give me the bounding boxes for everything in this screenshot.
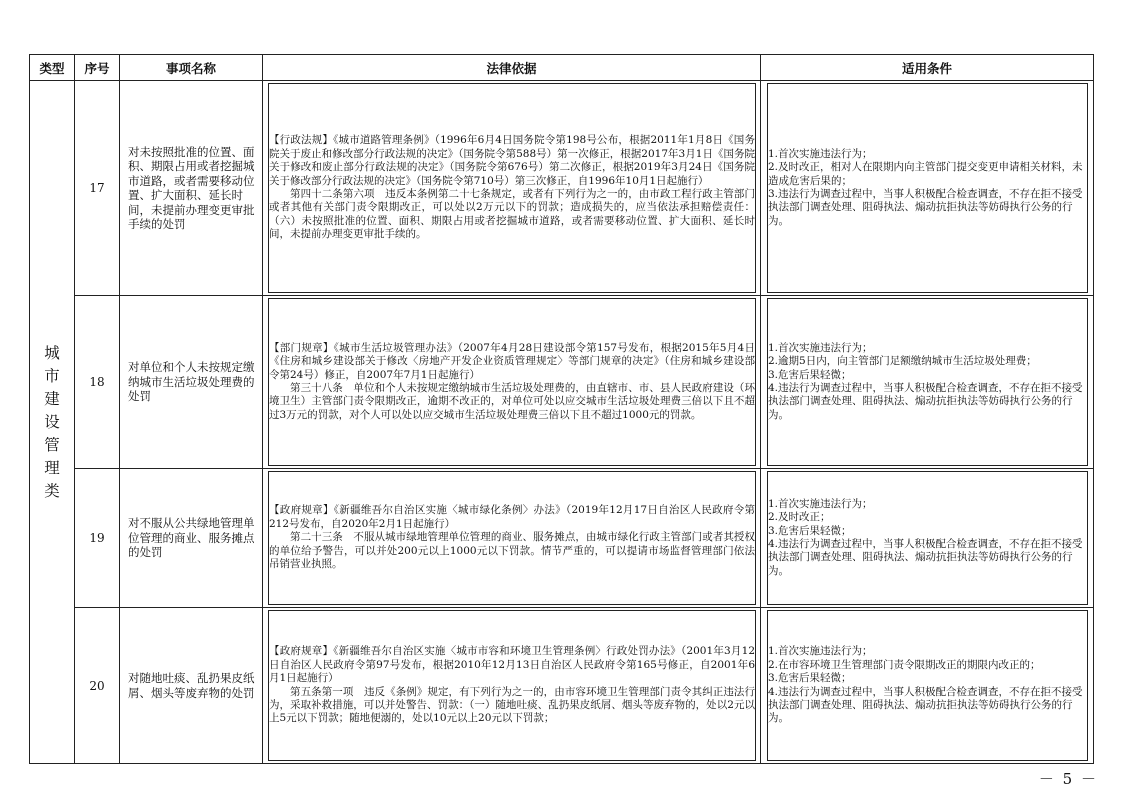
item-name: 对单位和个人未按规定缴纳城市生活垃圾处理费的处罚 — [120, 296, 263, 469]
condition-item: 4.违法行为调查过程中，当事人积极配合检查调查，不存在拒不接受执法部门调查处理、阻碍执法、煽动抗拒执法等妨碍执行公务的行为。 — [768, 538, 1083, 577]
basis-source: 【部门规章】《城市生活垃圾管理办法》（2007年4月28日建设部令第157号发布，根据2015年5月4日《住房和城乡建设部关于修改〈房地产开发企业资质管理规定〉等部门规章的决定》（住房和城乡建设部令第24号）修正，自2007年7月1日起施行） — [269, 341, 755, 381]
header-seq: 序号 — [75, 55, 120, 81]
seq-cell: 19 — [75, 469, 120, 608]
legal-basis-cell — [263, 296, 761, 469]
table-row — [30, 81, 1094, 296]
condition-item: 3.危害后果轻微； — [768, 368, 852, 381]
condition-cell — [761, 608, 1094, 764]
item-name: 对不服从公共绿地管理单位管理的商业、服务摊点的处罚 — [120, 469, 263, 608]
seq-cell: 18 — [75, 296, 120, 469]
basis-article: 第三十八条 单位和个人未按规定缴纳城市生活垃圾处理费的，由直辖市、市、县人民政府建设（环境卫生）主管部门责令限期改正，逾期不改正的，对单位可处以应交城市生活垃圾处理费三倍以下且不超过3万元的罚款，对个人可以处以应交城市生活垃圾处理费三倍以下且不超过1000元的罚款。 — [269, 382, 755, 421]
condition-item: 1.首次实施违法行为； — [768, 147, 873, 160]
legal-basis-cell — [263, 608, 761, 764]
basis-article: 第五条第一项 违反《条例》规定，有下列行为之一的，由市容环境卫生管理部门责令其纠正违法行为，采取补救措施，可以并处警告、罚款：（一）随地吐痰、乱扔果皮纸屑、烟头等废弃物的，处以2元以上5元以下罚款；随地便溺的，处以10元以上20元以下罚款； — [269, 685, 755, 725]
legal-basis-cell — [263, 81, 761, 296]
basis-source: 【政府规章】《新疆维吾尔自治区实施〈城市市容和环境卫生管理条例〉行政处罚办法》（2001年3月12日自治区人民政府令第97号发布，根据2010年12月13日自治区人民政府令第165号修正，自2001年6月1日起施行） — [269, 645, 755, 685]
condition-item: 1.首次实施违法行为； — [768, 497, 873, 510]
item-name: 对随地吐痰、乱扔果皮纸屑、烟头等废弃物的处罚 — [120, 608, 263, 764]
header-condition: 适用条件 — [761, 55, 1094, 81]
condition-item: 4.违法行为调查过程中，当事人积极配合检查调查，不存在拒不接受执法部门调查处理、阻碍执法、煽动抗拒执法等妨碍执行公务的行为。 — [768, 382, 1083, 421]
condition-item: 3.危害后果轻微； — [768, 672, 852, 685]
basis-article: 第二十三条 不服从城市绿地管理单位管理的商业、服务摊点，由城市绿化行政主管部门或者其授权的单位给予警告，可以并处200元以上1000元以下罚款。情节严重的，可以提请市场监督管理部门依法吊销营业执照。 — [269, 531, 755, 571]
condition-item: 2.在市容环境卫生管理部门责令限期改正的期限内改正的； — [768, 658, 1041, 671]
legal-basis-cell — [263, 469, 761, 608]
condition-item: 2.及时改正，相对人在限期内向主管部门提交变更申请相关材料，未造成危害后果的； — [768, 161, 1083, 187]
condition-item: 3.危害后果轻微； — [768, 524, 852, 537]
condition-item: 1.首次实施违法行为； — [768, 645, 873, 658]
condition-cell — [761, 81, 1094, 296]
seq-cell: 20 — [75, 608, 120, 764]
category-label: 城市建设管理类 — [44, 343, 60, 500]
condition-item: 3.违法行为调查过程中，当事人积极配合检查调查，不存在拒不接受执法部门调查处理、阻碍执法、煽动抗拒执法等妨碍执行公务的行为。 — [768, 188, 1083, 227]
page-number: － 5 － — [1038, 770, 1098, 788]
condition-cell — [761, 296, 1094, 469]
condition-cell — [761, 469, 1094, 608]
basis-article: 第四十二条第六项 违反本条例第二十七条规定，或者有下列行为之一的，由市政工程行政主管部门或者其他有关部门责令限期改正，可以处以2万元以下的罚款；造成损失的，应当依法承担赔偿责任：（六）未按照批准的位置、面积、期限占用或者挖掘城市道路，或者需要移动位置、扩大面积、延长时间，未提前办理变更审批手续的。 — [269, 188, 755, 241]
header-type: 类型 — [30, 55, 75, 81]
penalty-table — [29, 54, 1094, 764]
header-basis: 法律依据 — [263, 55, 761, 81]
condition-item: 1.首次实施违法行为； — [768, 341, 873, 354]
table-row — [30, 469, 1094, 608]
basis-source: 【行政法规】《城市道路管理条例》（1996年6月4日国务院令第198号公布，根据2011年1月8日《国务院关于废止和修改部分行政法规的决定》（国务院令第588号）第一次修正，根据2017年3月1日《国务院关于修改和废止部分行政法规的决定》（国务院令第676号）第二次修正，根据2019年3月24日《国务院关于修改部分行政法规的决定》（国务院令第710号）第三次修正，自1996年10月1日起施行） — [269, 134, 755, 187]
table-header-row — [30, 55, 1094, 81]
category-cell — [30, 81, 75, 764]
table-row — [30, 296, 1094, 469]
seq-cell: 17 — [75, 81, 120, 296]
condition-item: 2.逾期5日内，向主管部门足额缴纳城市生活垃圾处理费； — [768, 355, 1037, 368]
condition-item: 4.违法行为调查过程中，当事人积极配合检查调查，不存在拒不接受执法部门调查处理、阻碍执法、煽动抗拒执法等妨碍执行公务的行为。 — [768, 685, 1083, 725]
item-name: 对未按照批准的位置、面积、期限占用或者挖掘城市道路，或者需要移动位置、扩大面积、延长时间，未提前办理变更审批手续的处罚 — [120, 81, 263, 296]
condition-item: 2.及时改正； — [768, 511, 831, 524]
table-row — [30, 608, 1094, 764]
basis-source: 【政府规章】《新疆维吾尔自治区实施〈城市绿化条例〉办法》（2019年12月17日自治区人民政府令第212号发布，自2020年2月1日起施行） — [269, 504, 755, 530]
header-name: 事项名称 — [120, 55, 263, 81]
